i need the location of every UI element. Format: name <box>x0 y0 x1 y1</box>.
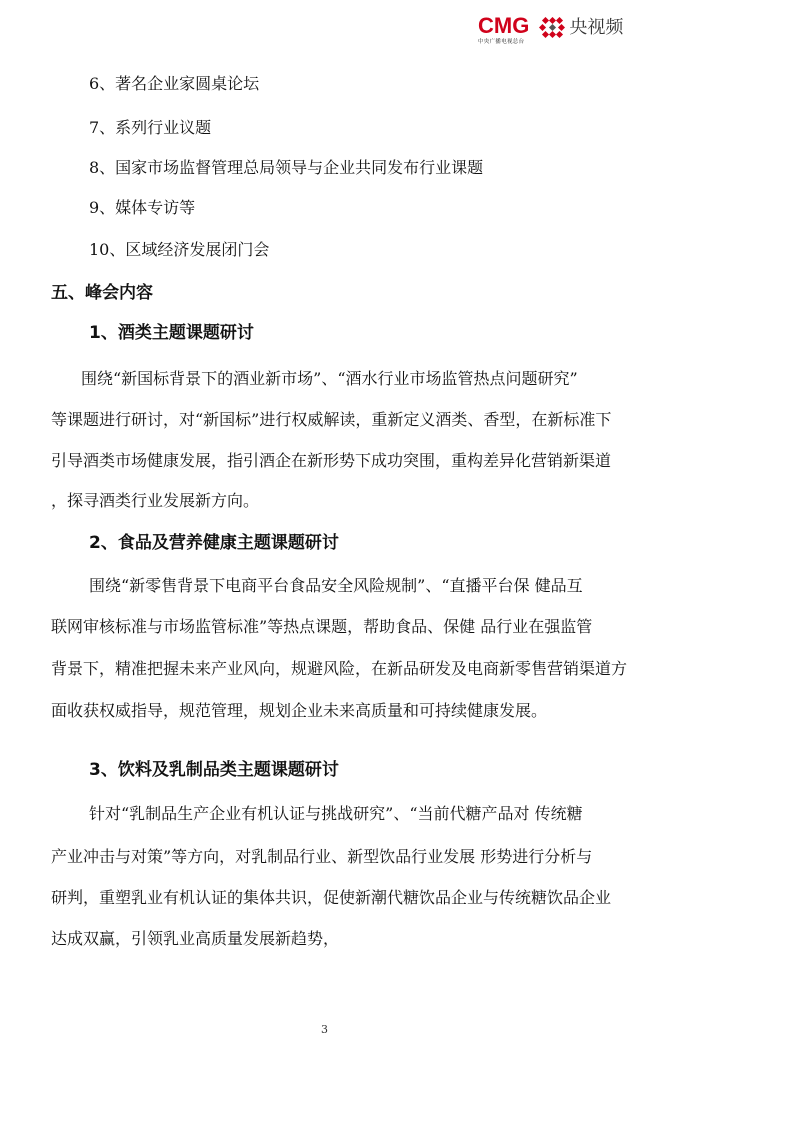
yangshipin-icon <box>539 17 565 39</box>
list-item: 6、著名企业家圆桌论坛 <box>89 74 260 93</box>
page-number: 3 <box>321 1023 328 1036</box>
section-heading: 五、峰会内容 <box>51 283 153 303</box>
paragraph-line: ，探寻酒类行业发展新方向。 <box>51 491 260 510</box>
cmg-logo <box>478 15 529 46</box>
list-item: 10、区域经济发展闭门会 <box>89 240 270 259</box>
paragraph-line: 引导酒类市场健康发展，指引酒企在新形势下成功突围，重构差异化营销新渠道 <box>51 451 612 470</box>
topic-heading: 1、酒类主题课题研讨 <box>89 323 254 343</box>
cmg-subtitle: 中央广播电视总台 <box>478 39 525 45</box>
paragraph-line: 围绕“新国标背景下的酒业新市场”、“酒水行业市场监管热点问题研究” <box>81 369 578 388</box>
header-logo <box>478 15 623 51</box>
paragraph-line: 等课题进行研讨，对“新国标”进行权威解读，重新定义酒类、香型，在新标准下 <box>51 410 612 429</box>
paragraph-line: 面收获权威指导，规范管理，规划企业未来高质量和可持续健康发展。 <box>51 701 548 720</box>
list-item: 9、媒体专访等 <box>89 198 196 217</box>
topic-heading: 2、食品及营养健康主题课题研讨 <box>89 533 339 553</box>
paragraph-line: 产业冲击与对策”等方向，对乳制品行业、新型饮品行业发展 形势进行分析与 <box>51 847 593 866</box>
paragraph-line: 背景下，精准把握未来产业风向，规避风险，在新品研发及电商新零售营销渠道方 <box>51 659 628 678</box>
paragraph-line: 围绕“新零售背景下电商平台食品安全风险规制”、“直播平台保 健品互 <box>89 576 583 595</box>
paragraph-line: 联网审核标准与市场监管标准”等热点课题，帮助食品、保健 品行业在强监管 <box>51 617 593 636</box>
list-item: 8、国家市场监督管理总局领导与企业共同发布行业课题 <box>89 158 484 177</box>
paragraph-line: 达成双赢，引领乳业高质量发展新趋势， <box>51 929 340 948</box>
paragraph-line: 针对“乳制品生产企业有机认证与挑战研究”、“当前代糖产品对 传统糖 <box>89 804 583 823</box>
cmg-logo-text: CMG <box>478 13 530 38</box>
platform-name: 央视频 <box>569 17 624 38</box>
yangshipin-logo <box>539 17 623 39</box>
list-item: 7、系列行业议题 <box>89 118 212 137</box>
paragraph-line: 研判，重塑乳业有机认证的集体共识，促使新潮代糖饮品企业与传统糖饮品企业 <box>51 888 612 907</box>
topic-heading: 3、饮料及乳制品类主题课题研讨 <box>89 760 339 780</box>
